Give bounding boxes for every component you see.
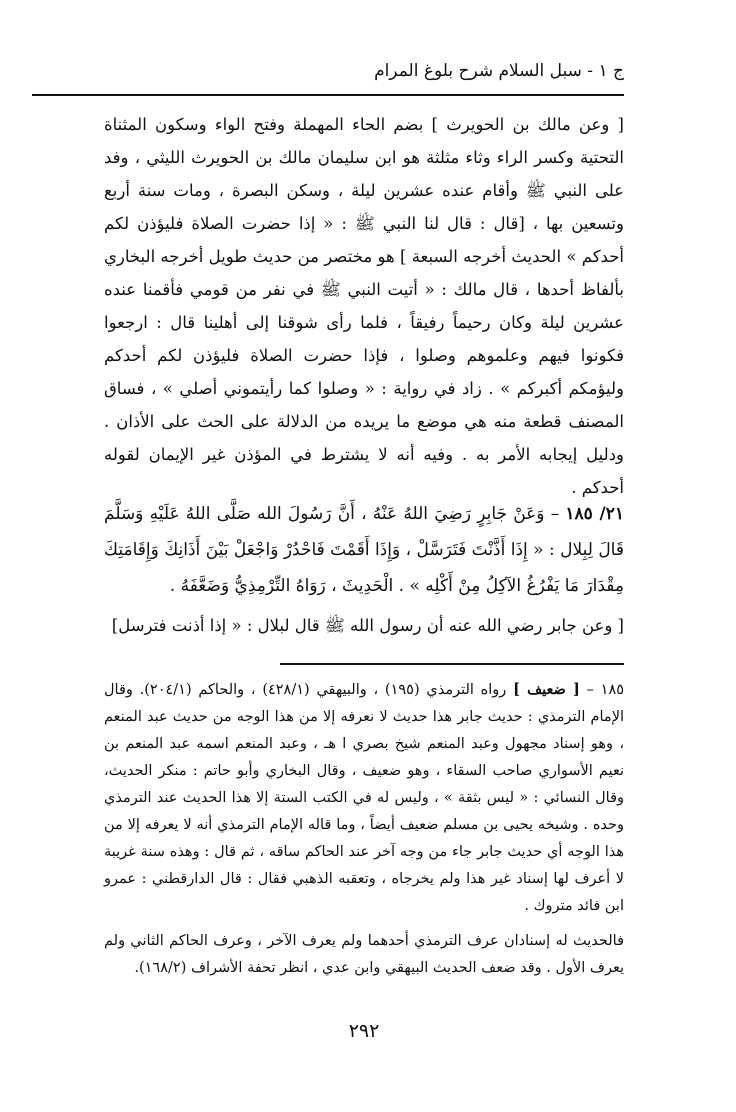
running-title: ج ١ - سبل السلام شرح بلوغ المرام <box>374 61 624 81</box>
hadith-number: ٢١/ ١٨٥ <box>565 504 624 524</box>
commentary-paragraph: [ وعن مالك بن الحويرث ] بضم الحاء المهملة وفتح الواء وسكون المثناة التحتية وكسر الراء وثاء مثلثة هو ابن سليمان مالك بن الحويرث الليثي ، وفد على النبي ﷺ وأقام عنده عشرين ليلة ، وسكن البصرة ، ومات سنة أربع وتسعين بها ، [قال : قال لنا النبي ﷺ : « إذا حضرت الصلاة فليؤذن لكم أحدكم » الحديث أخرجه السبعة ] هو مختصر من حديث طويل أخرجه البخاري بألفاظ أحدها ، قال مالك : « أتيت النبي ﷺ في نفر من قومي فأقمنا عنده عشرين ليلة وكان رحيماً رفيقاً ، فلما رأى شوقنا إلى أهلينا قال : ارجعوا فكونوا فيهم وعلموهم وصلوا ، فإذا حضرت الصلاة فليؤذن لكم أحدكم وليؤمكم أكبركم » . زاد في رواية : « وصلوا كما رأيتموني أصلي » ، فساق المصنف قطعة منه هي موضع ما يريده من الدلالة على الحث على الأذان . ودليل إيجابه الأمر به . وفيه أنه لا يشترط في المؤذن غير الإيمان لقوله أحدكم . <box>104 115 624 497</box>
footnote-text: رواه الترمذي (١٩٥) ، والبيهقي (٤٢٨/١) ، والحاكم (٢٠٤/١). وقال الإمام الترمذي : حديث جابر هذا حديث لا نعرفه إلا من هذا الوجه من حديث عبد المنعم ، وهو إسناد مجهول وعبد المنعم شيخ بصري ا هـ ، وعبد المنعم اسمه عبد المنعم بن نعيم الأسواري صاحب السقاء ، وهو ضعيف ، وقال البخاري وأبو حاتم : منكر الحديث، وقال النسائي : « ليس بثقة » ، وليس له في الكتب الستة إلا هذا الحديث عند الترمذي وحده . وشيخه يحيى بن مسلم ضعيف أيضاً ، وما قاله الإمام الترمذي أنه لا يعرفه إلا من هذا الوجه أي حديث جابر جاء من وجه آخر عند الحاكم ساقه ، ثم قال : وهذه سنة غريبة لا أعرف لها إسناد غير هذا ولم يخرجاه ، وتعقبه الذهبي فقال : قال الدارقطني : عمرو ابن فائد متروك . <box>104 682 624 914</box>
footnote <box>104 676 624 920</box>
footnote-continuation <box>104 928 624 982</box>
footnote-grade: [ ضعيف ] <box>513 681 580 698</box>
footnote-text: فالحديث له إسنادان عرف الترمذي أحدهما ولم يعرف الآخر ، وعرف الحاكم الثاني ولم يعرف الأول . وقد ضعف الحديث البيهقي وابن عدي ، انظر تحفة الأشراف (١٦٨/٢). <box>104 933 624 976</box>
page-number: ٢٩٢ <box>348 1020 380 1042</box>
hadith-paragraph <box>104 496 624 604</box>
hadith-section <box>104 496 624 642</box>
commentary-section <box>104 108 624 508</box>
header-rule <box>32 94 624 96</box>
footnote-rule <box>280 663 624 665</box>
commentary-continuation: [ وعن جابر رضي الله عنه أن رسول الله ﷺ قال لبلال : « إذا أذنت فترسل] <box>111 616 624 635</box>
footnotes-section <box>104 676 624 990</box>
footnote-marker: ١٨٥ – <box>586 682 625 698</box>
hadith-text: – وَعَنْ جَابِرٍ رَضِيَ اللهُ عَنْهُ ، أَنَّ رَسُولَ الله صَلَّى اللهُ عَلَيْهِ وَسَلَّمَ قَالَ لِبِلال : « إِذَا أَذَّنْتَ فَتَرَسَّلْ ، وَإِذَا أَقَمْتَ فَاحْدُرْ وَاجْعَلْ بَيْنَ أَذَانِكَ وَإِقَامَتِكَ مِقْدَارَ مَا يَفْرُغُ الآكِلُ مِنْ أَكْلِه » . الْحَدِيثَ ، رَوَاهُ التِّرْمِذِيُّ وَضَعَّفَهُ . <box>104 504 624 596</box>
